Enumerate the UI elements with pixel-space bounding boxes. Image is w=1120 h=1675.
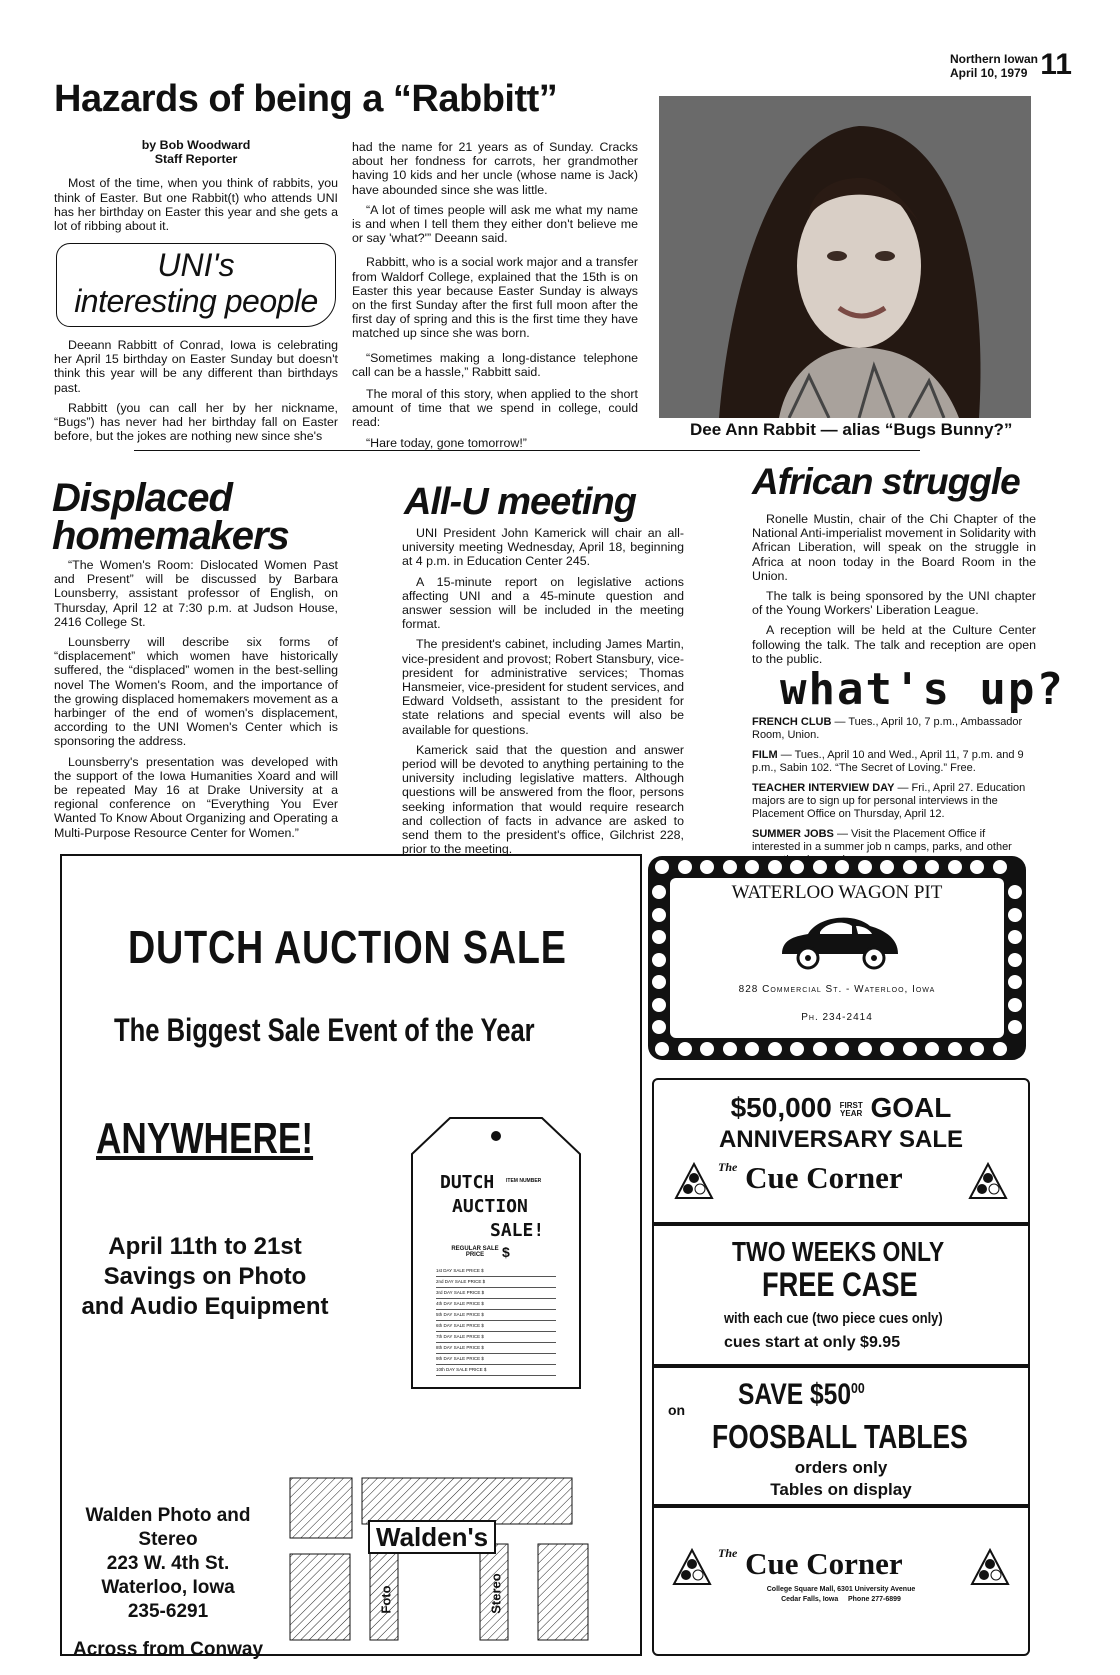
marquee-light [948,1042,962,1056]
tag-sale: SALE! [490,1220,545,1241]
rabbitt-c2p2: “A lot of times people will ask me what my name is and when I tell them they either don't believe me or say 'what?'” Deeann said. [352,202,638,246]
marquee-light [835,860,849,874]
whatsup-item [752,716,1036,742]
cue-brand-line-2 [718,1546,903,1582]
marquee-light [1008,885,1022,899]
whatsup-label: TEACHER INTERVIEW DAY [752,782,895,794]
marquee-light [813,860,827,874]
tag-row: 5th DAY SALE PRICE $ [436,1310,556,1321]
cue-first-year [840,1102,863,1118]
whatsup-label: FRENCH CLUB [752,716,832,728]
store-name: Walden Photo and Stereo [85,1505,251,1550]
marquee-light [655,860,669,874]
whatsup-text: — Visit the Placement Office if interested in a summer job n camps, parks, and other [752,828,1012,853]
marquee-light [1008,908,1022,922]
marquee-light [858,860,872,874]
byline-role: Staff Reporter [154,152,238,167]
cue-corner-ad [652,1078,1030,1656]
store-across: Across from Conway [72,1639,264,1660]
whatsup-list [752,716,1036,867]
displaced-p2: Lounsberry will describe six forms of “displacement” which women have historically suffered, the “displaced” women in the best-selling novel The Women's Room, and the importance of the growing displaced homemakers movement as a harbinger of the end of women's displacement, according to the UNI Women's Center which is sponsoring the address. [54,635,338,749]
map-label: Walden's [368,1520,496,1554]
allu-body [402,526,684,862]
cue-brand: Cue Corner [745,1160,903,1195]
cue-section-logo [654,1508,1028,1654]
marquee-light [970,860,984,874]
displaced-body [54,558,338,846]
marquee-light [700,1042,714,1056]
tag-row: 2nd DAY SALE PRICE $ [436,1277,556,1288]
allu-p3: The president's cabinet, including James Martin, vice-president and provost; Robert Stansbury, vice-president for administrative services; Thomas Hansmeier, vice-president for student services, and Edward Voldseth, assistant to the president for state relations and special events will also be available for questions. [402,637,684,737]
rabbitt-c2p5: The moral of this story, when applied to the short amount of time that we spend in college, could read: [352,387,638,430]
cue-section-case [654,1226,1028,1368]
cue-cues-start: cues start at only $9.95 [724,1334,901,1351]
allu-p4: Kamerick said that the question and answer period will be devoted to anything pertaining to the university including legislative matters. Although questions will be answered from the floor, persons seeking information that would require research and collection of facts in advance are asked to send them to the president's office, Gilchrist 228, prior to the meeting. [402,742,684,857]
marquee-light [903,860,917,874]
cue-goal-word: GOAL [870,1092,952,1123]
marquee-light [858,1042,872,1056]
cue-section-foosball [654,1368,1028,1508]
marquee-light [700,860,714,874]
tag-row: 8th DAY SALE PRICE $ [436,1343,556,1354]
logo-line1: UNI's [157,247,235,283]
map-stereo: Stereo [488,1573,504,1614]
rabbitt-c2p3: Rabbitt, who is a social work major and a transfer from Waldorf College, explained that the 15th is on Easter this year because Easter Sunday is always on the first Sunday after the first full moon after the first day of spring and this is the first time they have matched up since she was born. [352,255,638,341]
cue-orders: orders only [794,1458,888,1477]
tag-row: 7th DAY SALE PRICE $ [436,1332,556,1343]
cue-two-weeks: TWO WEEKS ONLY [732,1236,945,1267]
dutch-auction-ad [60,854,642,1660]
rabbitt-col1-b [54,338,338,443]
marquee-light [678,860,692,874]
section-divider [134,450,920,451]
tag-item-number: ITEM NUMBER [506,1178,542,1184]
marquee-light [652,953,666,967]
african-body [752,512,1036,672]
african-p1: Ronelle Mustin, chair of the Chi Chapter of the National Anti-imperialist movement in Solidarity with African Liberation, will speak on the struggle in Africa at noon today in the Board Room in the Union. [752,512,1036,583]
marquee-light [655,1042,669,1056]
dutch-dates [80,1232,330,1322]
marquee-light [948,860,962,874]
byline: by Bob Woodward [141,138,251,152]
store-phone: 235-6291 [127,1601,209,1622]
cue-goal-line [654,1092,1028,1124]
marquee-light [790,860,804,874]
marquee-light [745,860,759,874]
tag-row: 10th DAY SALE PRICE $ [436,1365,556,1376]
marquee-light [1008,930,1022,944]
store-map [288,1474,590,1644]
marquee-light [925,1042,939,1056]
billiard-rack-icon [970,1548,1010,1586]
wagon-pit-ad [648,856,1026,1060]
tag-row: 6th DAY SALE PRICE $ [436,1321,556,1332]
store-info [68,1504,268,1662]
interesting-people-logo [56,243,336,327]
paper-name: Northern Iowan [949,52,1038,66]
tag-dollar: $ [502,1244,510,1260]
wagon-pit-inner [670,878,1004,1038]
cue-first: FIRST [839,1100,863,1110]
marquee-light [1008,975,1022,989]
beetle-car-icon [774,908,904,972]
displaced-p1: “The Women's Room: Dislocated Women Past and Present” will be discussed by Barbara Lounsberry, assistant professor of English, on Thursday, April 12 at 7:30 p.m. at Judson House, 2416 College St. [54,558,338,629]
marquee-light [652,1020,666,1034]
store-city: Waterloo, Iowa [101,1577,235,1598]
sale-tag [410,1114,582,1390]
dutch-title: DUTCH AUCTION SALE [128,921,567,973]
cue-year: YEAR [840,1108,863,1118]
african-p3: A reception will be held at the Culture Center following the talk. The talk and reception are open to the public. [752,623,1036,666]
cue-foosball: FOOSBALL TABLES [712,1418,968,1455]
rabbitt-c2p6: “Hare today, gone tomorrow!” [366,435,527,450]
allu-p2: A 15-minute report on legislative actions affecting UNI and a 45-minute question and answer session will be included in the meeting format. [402,574,684,632]
marquee-light [880,1042,894,1056]
whatsup-item [752,782,1036,821]
tag-row: 4th DAY SALE PRICE $ [436,1299,556,1310]
map-foto: Foto [378,1585,394,1614]
cue-brand-line [718,1160,903,1196]
cue-brand-the: The [718,1546,738,1560]
marquee-light [1008,1020,1022,1034]
marquee-light [993,1042,1007,1056]
masthead [950,52,1038,80]
dutch-dates-2: Savings on Photo [103,1263,307,1290]
displaced-p3: Lounsberry's presentation was developed with the support of the Iowa Humanities Xoard and will be repeated May 16 at Drake University at a regional conference on “Everything You Ever Wanted To Know About Organizing and Operating a Multi-Purpose Resource Center for Women.” [54,754,338,840]
cue-display: Tables on display [770,1480,912,1499]
store-address: 223 W. 4th St. [106,1553,230,1574]
rabbitt-intro: Most of the time, when you think of rabbits, you think of Easter. But one Rabbit(t) who attends UNI has her birthday on Easter this year and she gets a lot of ribbing about it. [54,176,338,234]
dutch-anywhere: ANYWHERE! [96,1114,314,1163]
cue-section-goal [654,1080,1028,1226]
marquee-light [652,930,666,944]
marquee-light [652,908,666,922]
tag-row: 1st DAY SALE PRICE $ [436,1266,556,1277]
allu-p1: UNI President John Kamerick will chair an all-university meeting Wednesday, April 18, beginning at 4 p.m. in Education Center 245. [402,526,684,569]
dutch-subtitle: The Biggest Sale Event of the Year [114,1012,535,1048]
cue-on: on [668,1402,686,1418]
rabbitt-c2p4: “Sometimes making a long-distance telephone call can be a hassle,” Rabbitt said. [352,350,638,379]
portrait-photo [659,96,1031,418]
dutch-dates-1: April 11th to 21st [108,1233,302,1260]
marquee-light [813,1042,827,1056]
issue-date: April 10, 1979 [949,66,1028,80]
rabbitt-headline: Hazards of being a “Rabbitt” [54,78,558,120]
marquee-light [1008,998,1022,1012]
whatsup-item [752,749,1036,775]
wagon-pit-phone: Ph. 234-2414 [801,1012,873,1023]
cue-brand-the: The [718,1160,738,1174]
marquee-light [723,1042,737,1056]
billiard-rack-icon [968,1162,1008,1200]
wagon-pit-address: 828 Commercial St. - Waterloo, Iowa [738,984,936,995]
cue-brand: Cue Corner [745,1546,903,1581]
marquee-light [835,1042,849,1056]
rabbitt-col1 [54,138,338,239]
marquee-light [723,860,737,874]
marquee-light [652,975,666,989]
african-p2: The talk is being sponsored by the UNI chapter of the Young Workers' Liberation League. [752,589,1036,618]
tag-auction: AUCTION [452,1196,528,1217]
tag-row: 9th DAY SALE PRICE $ [436,1354,556,1365]
tag-price-rows [436,1266,556,1376]
tag-regular: REGULAR SALE PRICE [451,1246,499,1258]
whatsup-text: — Tues., April 10, 7 p.m., Ambassador Room, Union. [752,716,1023,741]
marquee-light [970,1042,984,1056]
cue-free-case: FREE CASE [762,1266,918,1304]
cue-city-phone: Cedar Falls, Iowa Phone 277-6899 [781,1596,901,1603]
marquee-light [880,860,894,874]
whatsup-label: SUMMER JOBS [752,828,834,840]
cue-each-cue: with each cue (two piece cues only) [724,1310,943,1327]
marquee-light [925,860,939,874]
map-illustration [288,1474,590,1644]
cue-mall: College Square Mall, 6301 University Avenue [766,1586,916,1593]
rabbitt-p2: Deeann Rabbitt of Conrad, Iowa is celebrating her April 15 birthday on Easter Sunday but doesn't think this year will be any different than birthdays past. [54,338,338,395]
billiard-rack-icon [672,1548,712,1586]
marquee-light [652,998,666,1012]
billiard-rack-icon [674,1162,714,1200]
marquee-light [652,885,666,899]
photo-caption: Dee Ann Rabbit — alias “Bugs Bunny?” [690,420,1013,439]
wagon-pit-name: WATERLOO WAGON PIT [731,882,943,903]
marquee-light [993,860,1007,874]
marquee-light [678,1042,692,1056]
displaced-headline-1: Displaced [52,476,232,520]
marquee-light [903,1042,917,1056]
cue-anniversary: ANNIVERSARY SALE [718,1126,964,1153]
whatsup-text: — Tues., April 10 and Wed., April 11, 7 p.m. and 9 p.m., Sabin 102. “The Secret of Loving.” Free. [752,749,1024,774]
cue-save-cents: 00 [851,1380,865,1397]
whatsup-title: what's up? [780,664,1065,715]
marquee-light [768,860,782,874]
whatsup-label: FILM [752,749,778,761]
page-number: 11 [1040,48,1072,81]
marquee-light [790,1042,804,1056]
tag-dutch: DUTCH [440,1172,495,1193]
dutch-dates-3: and Audio Equipment [81,1293,329,1320]
displaced-headline-2: homemakers [52,514,289,558]
cue-save-amount: SAVE $50 [738,1378,852,1411]
marquee-light [1008,953,1022,967]
portrait-illustration [659,96,1031,418]
allu-headline: All-U meeting [404,481,636,523]
african-headline: African struggle [752,461,1020,502]
whatsup-text: — Fri., April 27. Education majors are to sign up for personal interviews in the Placement Office on Thursday, April 12. [752,782,1026,820]
logo-line2: interesting people [74,283,318,319]
rabbitt-col2 [352,140,638,456]
rabbitt-c2p1: had the name for 21 years as of Sunday. Cracks about her fondness for carrots, her grandmother having 10 kids and her uncle (whose name is Jack) have abounded since she was little. [352,140,638,197]
tag-row: 3rd DAY SALE PRICE $ [436,1288,556,1299]
marquee-light [745,1042,759,1056]
rabbitt-p3: Rabbitt (you can call her by her nickname, “Bugs”) has never had her birthday fall on Easter before, but the jokes are nothing new since she's [54,400,338,444]
marquee-light [768,1042,782,1056]
cue-goal-amount: $50,000 [730,1092,832,1123]
cue-save [738,1378,865,1412]
